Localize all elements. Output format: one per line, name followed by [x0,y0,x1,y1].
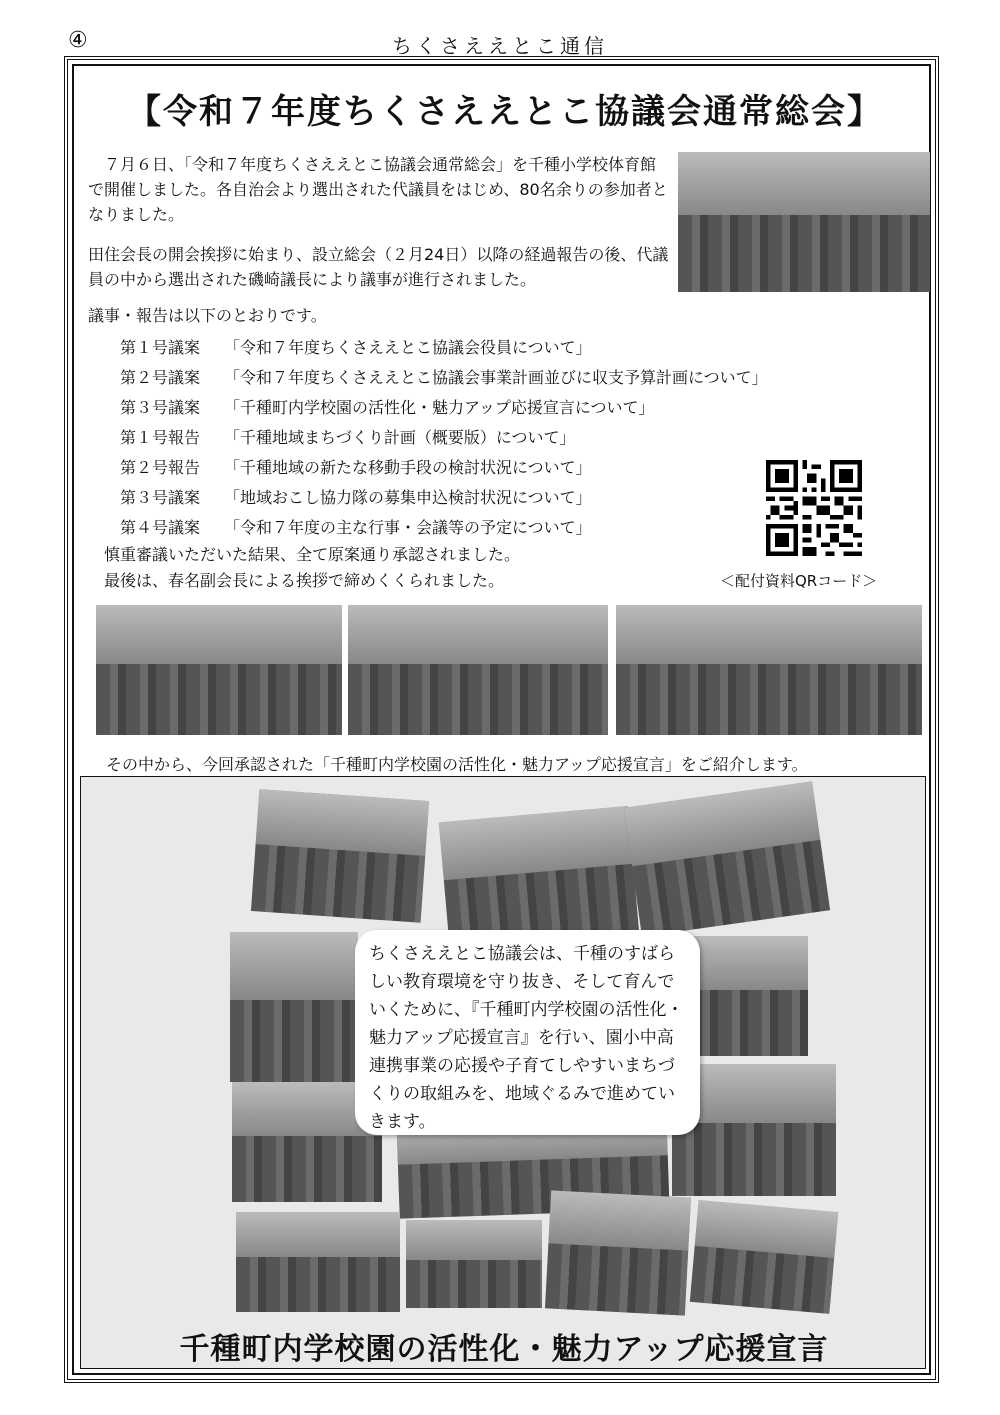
collage-photo [251,789,429,923]
agenda-item [120,513,768,543]
agenda-text: 「令和７年度ちくさええとこ協議会事業計画並びに収支予算計画について」 [224,368,768,387]
article-paragraph-1: ７月６日、「令和７年度ちくさええとこ協議会通常総会」を千種小学校体育館で開催しました。各自治会より選出された代議員をはじめ、80名余りの参加者となりました。 [88,155,668,224]
collage-photo [545,1190,691,1315]
article-title: 【令和７年度ちくさええとこ協議会通常総会】 [127,92,883,132]
agenda-number: 第１号報告 [120,428,201,447]
agenda-text: 「令和７年度ちくさええとこ協議会役員について」 [224,338,592,357]
agenda-number: 第３号議案 [120,398,201,417]
agenda-item [120,423,768,453]
article-paragraph-3: 議事・報告は以下のとおりです。 [88,306,327,325]
agenda-number: 第１号議案 [120,338,201,357]
collage-photo [688,936,808,1056]
agenda-text: 「千種地域まちづくり計画（概要版）について」 [224,428,576,447]
agenda-text: 「千種町内学校園の活性化・魅力アップ応援宣言について」 [224,398,655,417]
agenda-text: 「千種地域の新たな移動手段の検討状況について」 [224,458,592,477]
meeting-photo-seated [96,605,342,735]
article-paragraph-2: 田住会長の開会挨拶に始まり、設立総会（２月24日）以降の経過報告の後、代議員の中から選出された磯崎議長により議事が進行されました。 [88,245,669,289]
agenda-number: 第２号報告 [120,458,201,477]
collage-photo [624,781,830,936]
agenda-number: 第３号議案 [120,488,201,507]
agenda-item [120,453,768,483]
collage-photo [406,1220,542,1308]
agenda-text: 「令和７年度の主な行事・会議等の予定について」 [224,518,592,537]
meeting-photo-chair [348,605,608,735]
qr-caption: ＜配付資料QRコード＞ [720,572,878,590]
agenda-item [120,333,768,363]
agenda-item [120,393,768,423]
collage-photo [236,1212,400,1312]
agenda-number: 第４号議案 [120,518,201,537]
closing-line-2: 最後は、春名副会長による挨拶で締めくくられました。 [104,571,505,590]
collage-photo [439,806,639,950]
newsletter-title: ちくさええとこ通信 [392,34,608,58]
agenda-number: 第２号議案 [120,368,201,387]
closing-text [104,542,520,594]
meeting-photo-stage [616,605,922,735]
agenda-list [120,333,768,543]
closing-line-1: 慎重審議いただいた結果、全て原案通り承認されました。 [104,545,521,564]
intro-line: その中から、今回承認された「千種町内学校園の活性化・魅力アップ応援宣言」をご紹介します。 [106,755,808,774]
meeting-photo-hall [678,152,930,292]
agenda-item [120,363,768,393]
declaration-callout: ちくさええとこ協議会は、千種のすばらしい教育環境を守り抜き、そして育んでいくために、『千種町内学校園の活性化・魅力アップ応援宣言』を行い、園小中高連携事業の応援や子育てしやすいまちづくりの取組みを、地域ぐるみで進めていきます。 [355,930,700,1135]
page-number: ④ [68,28,88,53]
collage-photo [690,1200,838,1314]
qr-code-icon[interactable] [766,460,862,556]
agenda-item [120,483,768,513]
agenda-text: 「地域おこし協力隊の募集申込検討状況について」 [224,488,592,507]
collage-photo [230,932,358,1082]
declaration-title: 千種町内学校園の活性化・魅力アップ応援宣言 [179,1332,829,1367]
